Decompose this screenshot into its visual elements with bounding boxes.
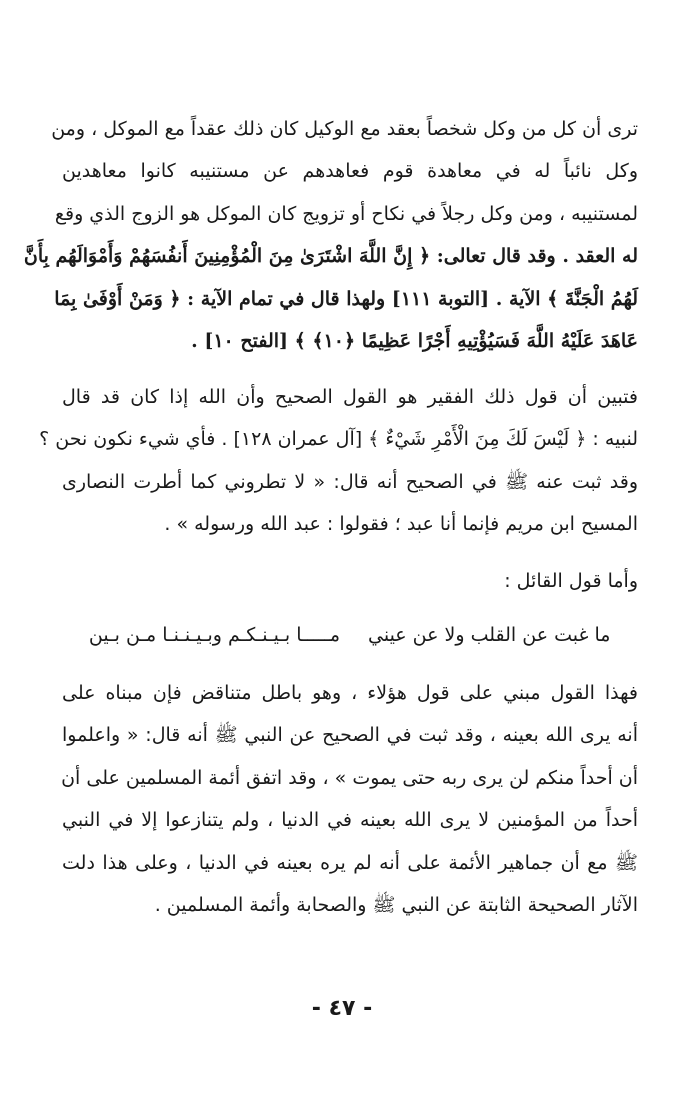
text-line: أنه يرى الله بعينه ، وقد ثبت في الصحيح عن النبي ﷺ أنه قال: « واعلموا [62,724,638,747]
text-line-quran: عَاهَدَ عَلَيْهُ اللَّهَ فَسَيُؤْتِيهِ أَجْرًا عَظِيمًا ﴿١٠﴾ ﴾ [الفتح ١٠] . [191,329,638,352]
text-line: ترى أن كل من وكل شخصاً بعقد مع الوكيل كان ذلك عقداً مع الموكل ، ومن [51,118,638,140]
paragraph-4 [62,672,638,926]
paragraph-3 [62,560,638,602]
verse-first-hemistich: ما غبت عن القلب ولا عن عيني [368,624,611,646]
text-line: لمستنيبه ، ومن وكل رجلاً في نكاح أو تزويج كان الموكل هو الزوج الذي وقع [54,202,638,225]
paragraph-1 [23,108,638,362]
text-line: وقد ثبت عنه ﷺ في الصحيح أنه قال: « لا تطروني كما أطرت النصارى [62,470,638,493]
page-number: - ٤٧ - [311,996,373,1021]
text-line-quran: لَهُمُ الْجَنَّةَ ﴾ الآية . [التوبة ١١١] ولهذا قال في تمام الآية : ﴿ وَمَنْ أَوْفَىٰ بِمَا [54,287,638,310]
text-line-quran: لنبيه : ﴿ لَيْسَ لَكَ مِنَ الْأَمْرِ شَيْءٌ ﴾ [آل عمران ١٢٨] . فأي شيء نكون نحن ؟ [39,428,638,451]
text-line: فهذا القول مبني على قول هؤلاء ، وهو باطل متناقض فإن مبناه على [62,682,638,704]
verse-second-hemistich: مـــــا بـيـنـكـم وبـيـنـنـا مـن بـين [88,624,340,646]
paragraph-2 [39,376,638,546]
text-line: الآثار الصحيحة الثابتة عن النبي ﷺ والصحابة وأئمة المسلمين . [154,893,638,916]
text-line: فتبين أن قول ذلك الفقير هو القول الصحيح وأن الله إذا كان قد قال [62,386,638,408]
text-line-quran: له العقد . وقد قال تعالى: ﴿ إِنَّ اللَّهَ اشْتَرَىٰ مِنَ الْمُؤْمِنِينَ أَنفُسَهُمْ وَأَمْوَالَهُم بِأَنَّ [23,245,638,268]
text-line: وكل نائباً له في معاهدة قوم فعاهدهم عن مستنيبه كانوا معاهدين [62,160,638,183]
text-line: أحداً من المؤمنين لا يرى الله بعينه في الدنيا ، ولم يتنازعوا إلا في النبي [62,809,638,832]
text-line: المسيح ابن مريم فإنما أنا عبد ؛ فقولوا : عبد الله ورسوله » . [164,513,638,536]
text-line: أن أحداً منكم لن يرى ربه حتى يموت » ، وقد اتفق أئمة المسلمين على أن [61,766,638,789]
text-line: وأما قول القائل : [504,570,638,592]
text-line: ﷺ مع أن جماهير الأئمة على أنه لم يره بعينه في الدنيا ، وعلى هذا دلت [62,851,638,874]
poetry-verse [62,615,638,655]
